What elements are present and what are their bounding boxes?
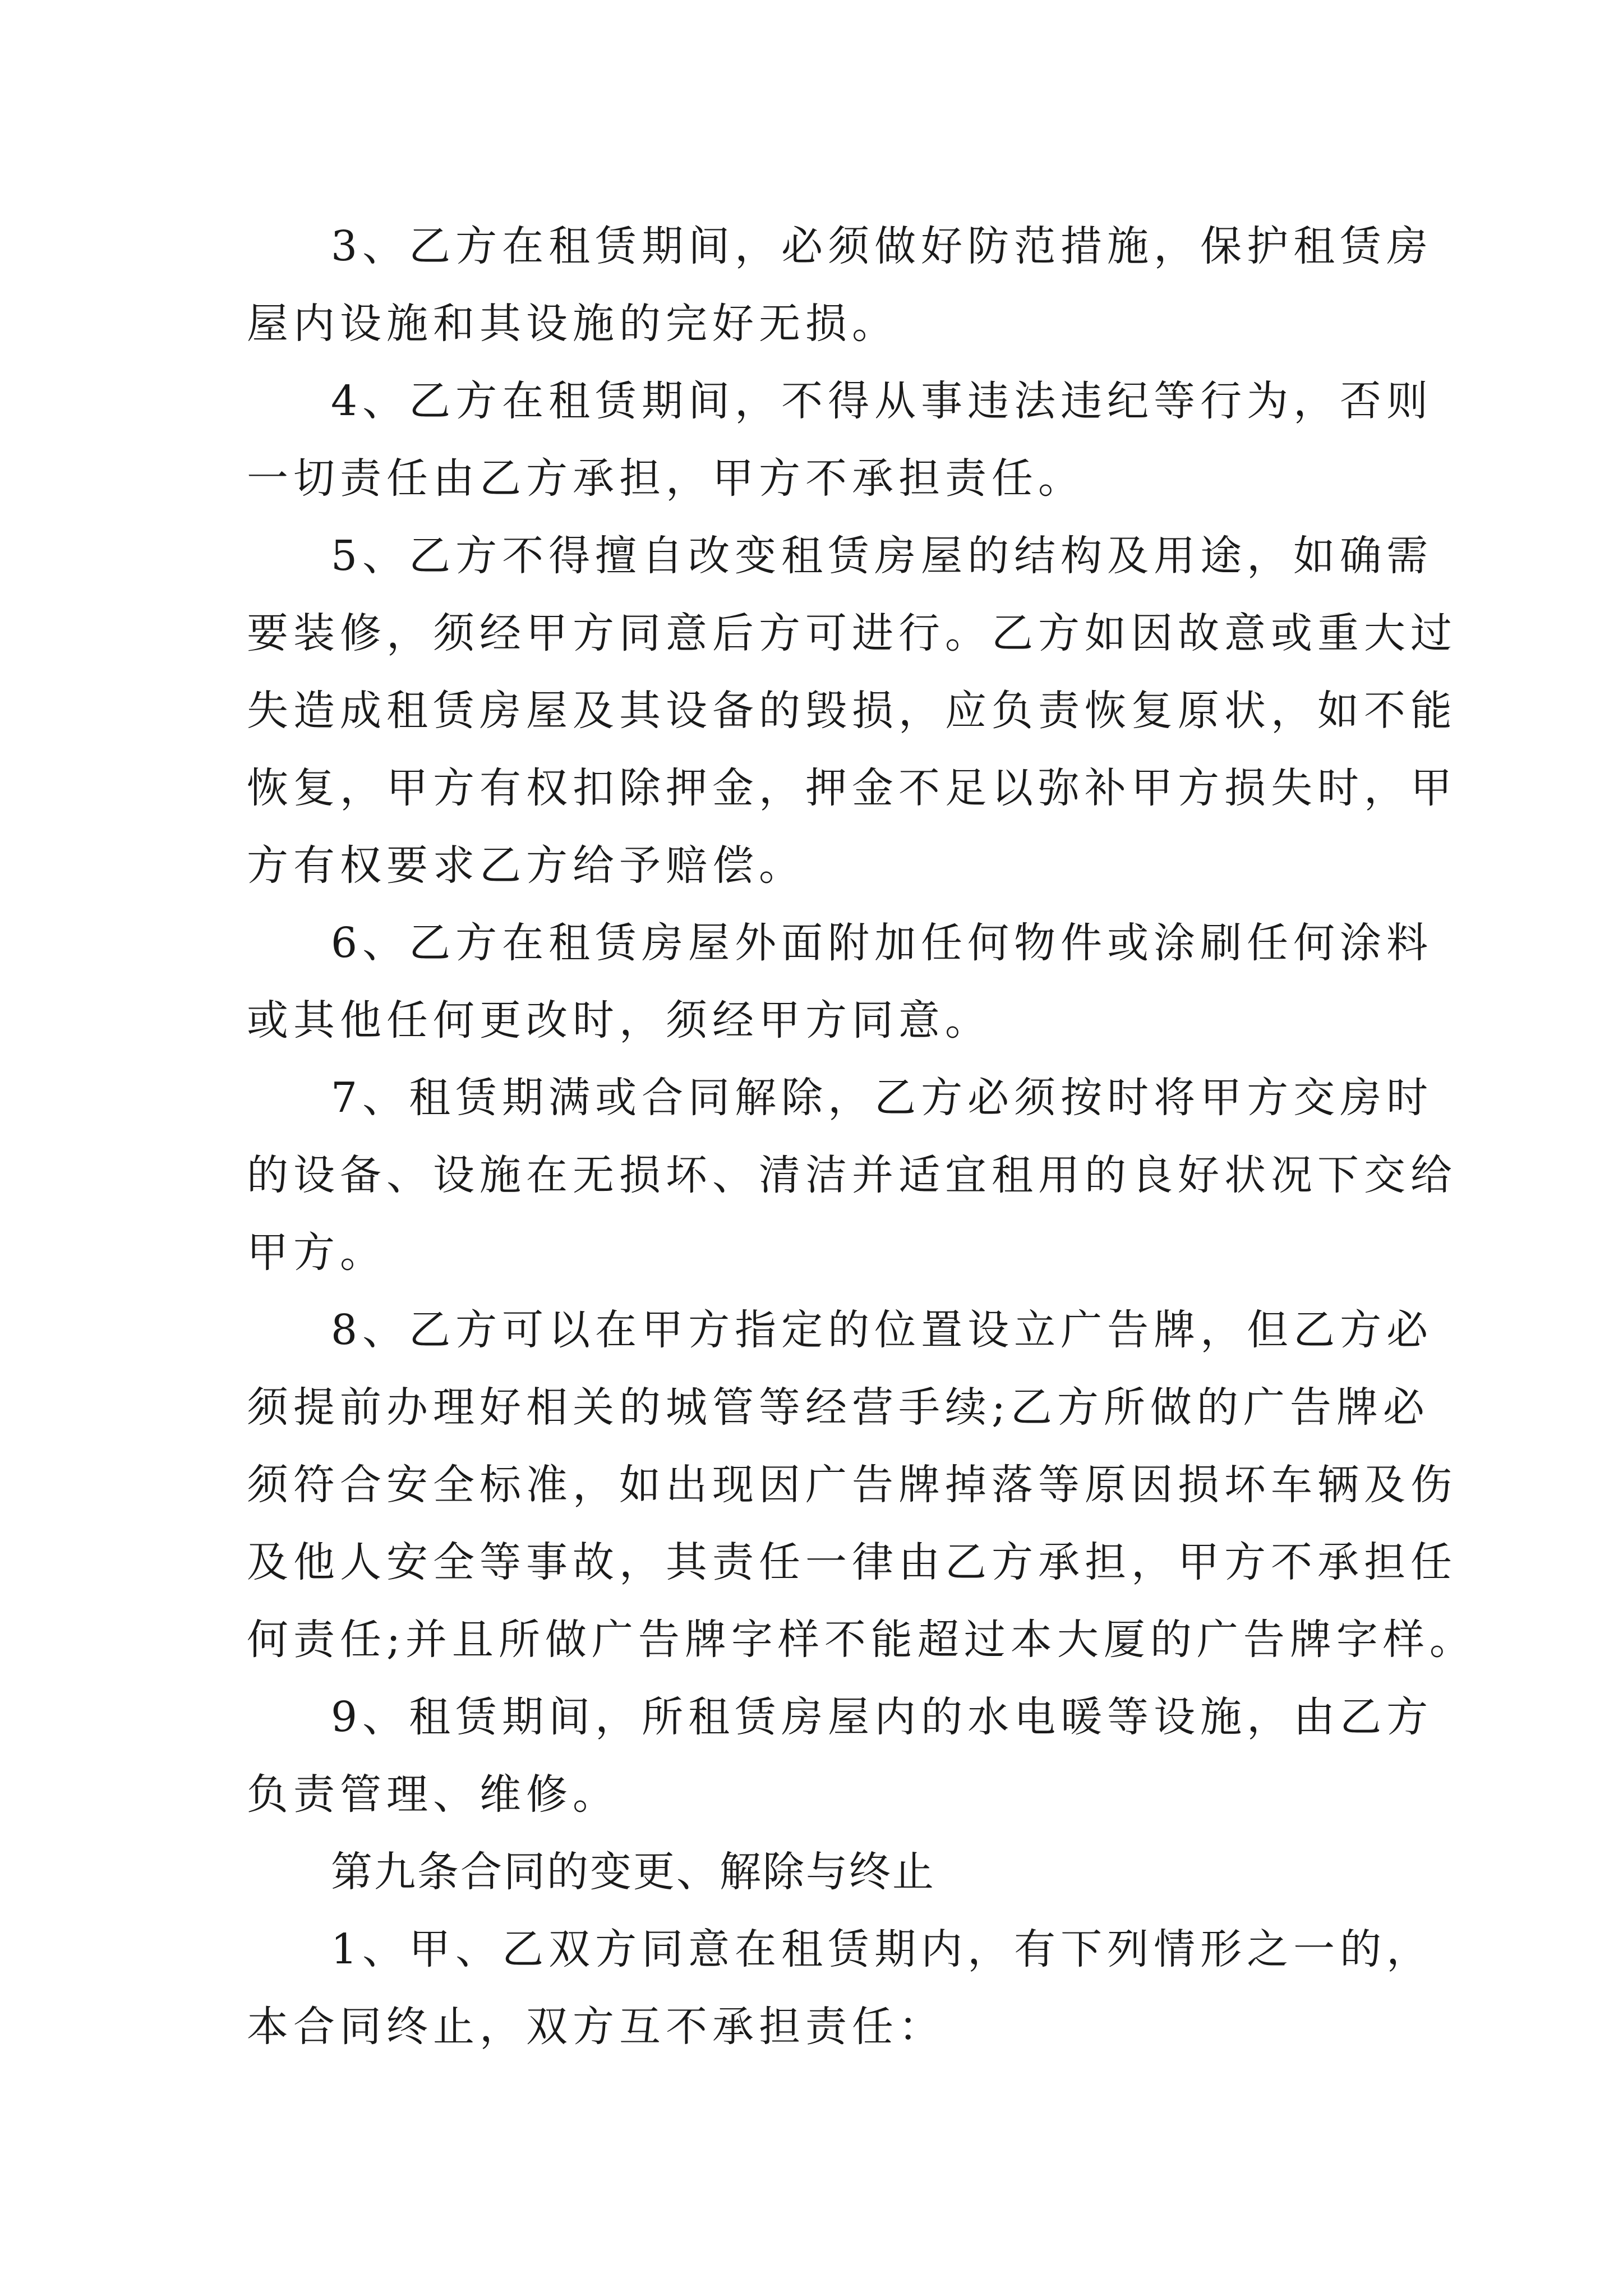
text-line: 3、乙方在租赁期间，必须做好防范措施，保护租赁房 — [331, 222, 1433, 270]
text-line: 本合同终止，双方互不承担责任： — [247, 2003, 945, 2051]
paragraph-clause-3 — [247, 208, 1433, 362]
document-body — [247, 208, 1476, 2065]
text-line: 一切责任由乙方承担，甲方不承担责任。 — [247, 454, 1085, 503]
heading-line: 第九条合同的变更、解除与终止 — [331, 1848, 935, 1896]
text-line: 方有权要求乙方给予赔偿。 — [247, 841, 805, 890]
text-line: 屋内设施和其设施的完好无损。 — [247, 300, 898, 348]
text-line: 7、租赁期满或合同解除，乙方必须按时将甲方交房时 — [331, 1074, 1433, 1122]
paragraph-article-9-clause-1 — [247, 1911, 1433, 2065]
text-line: 4、乙方在租赁期间，不得从事违法违纪等行为，否则 — [331, 377, 1433, 425]
text-line: 的设备、设施在无损坏、清洁并适宜租用的良好状况下交给 — [247, 1151, 1457, 1199]
text-line: 或其他任何更改时，须经甲方同意。 — [247, 996, 992, 1045]
text-line: 及他人安全等事故，其责任一律由乙方承担，甲方不承担任 — [247, 1538, 1457, 1586]
paragraph-clause-8 — [247, 1291, 1476, 1678]
text-line: 要装修，须经甲方同意后方可进行。乙方如因故意或重大过 — [247, 609, 1457, 657]
text-line: 须符合安全标准，如出现因广告牌掉落等原因损坏车辆及伤 — [247, 1461, 1457, 1509]
text-line: 8、乙方可以在甲方指定的位置设立广告牌，但乙方必 — [331, 1306, 1433, 1354]
text-line: 甲方。 — [247, 1228, 386, 1277]
text-line: 须提前办理好相关的城管等经营手续;乙方所做的广告牌必 — [247, 1383, 1430, 1432]
text-line: 1、甲、乙双方同意在租赁期内，有下列情形之一的， — [331, 1925, 1433, 1973]
paragraph-clause-9 — [247, 1678, 1433, 1833]
paragraph-clause-7 — [247, 1059, 1457, 1291]
text-line: 何责任;并且所做广告牌字样不能超过本大厦的广告牌字样。 — [247, 1616, 1476, 1664]
text-line: 6、乙方在租赁房屋外面附加任何物件或涂刷任何涂料 — [331, 919, 1433, 967]
paragraph-clause-6 — [247, 904, 1433, 1059]
paragraph-clause-5 — [247, 517, 1457, 904]
text-line: 9、租赁期间，所租赁房屋内的水电暖等设施，由乙方 — [331, 1693, 1433, 1741]
text-line: 恢复，甲方有权扣除押金，押金不足以弥补甲方损失时，甲 — [247, 764, 1457, 812]
text-line: 5、乙方不得擅自改变租赁房屋的结构及用途，如确需 — [331, 532, 1433, 580]
text-line: 负责管理、维修。 — [247, 1770, 619, 1819]
text-line: 失造成租赁房屋及其设备的毁损，应负责恢复原状，如不能 — [247, 687, 1457, 735]
article-heading — [247, 1833, 1391, 1911]
paragraph-clause-4 — [247, 362, 1433, 517]
